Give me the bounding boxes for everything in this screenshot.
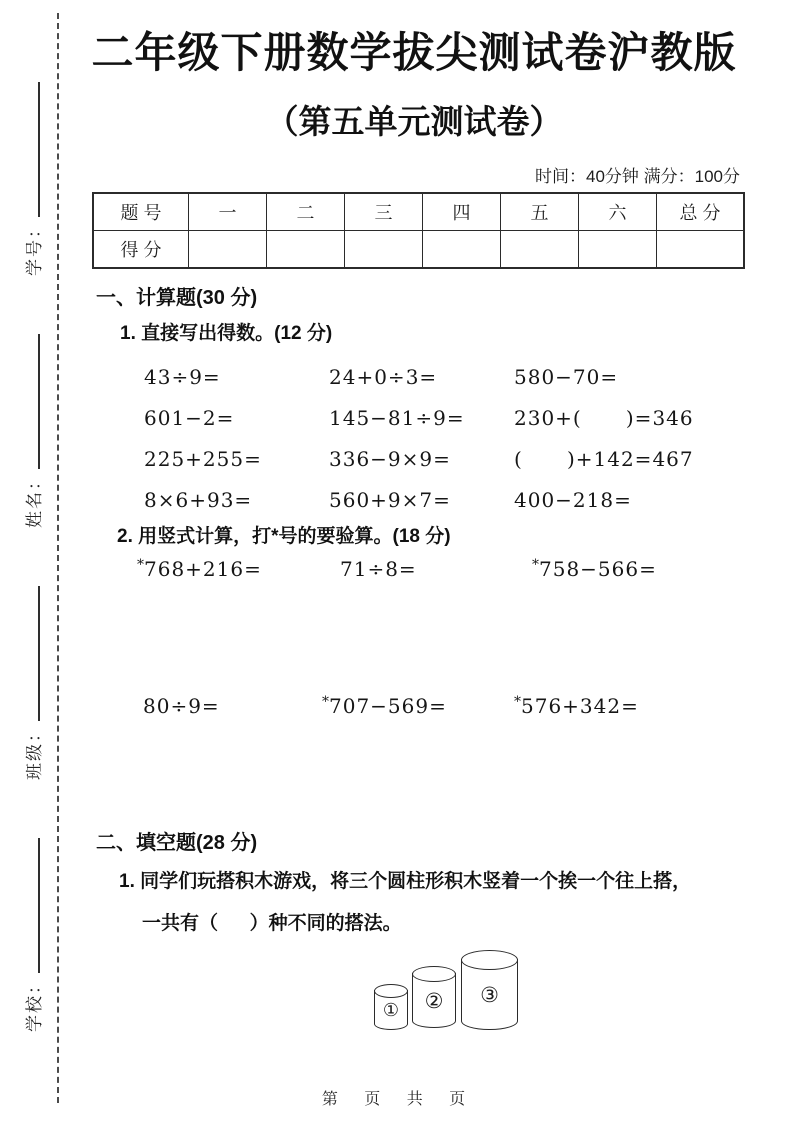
score-cell — [189, 231, 267, 269]
cylinder-figure-3 — [461, 950, 518, 1030]
score-cell — [579, 231, 657, 269]
score-table-score-row — [93, 231, 744, 269]
score-table-header-row — [93, 193, 744, 231]
math-problem: 8×6+93= — [144, 487, 253, 512]
math-problem: 400−218= — [514, 487, 632, 512]
name-field — [20, 334, 45, 528]
cylinder-2-label: ② — [424, 988, 444, 1013]
cylinder-top-ellipse — [461, 950, 518, 970]
q1-prompt: 1. 直接写出得数。(12 分) — [120, 323, 333, 344]
seal-dashed-line — [57, 13, 59, 1103]
name-blank-line — [24, 334, 40, 469]
page-footer: 第 页 共 页 — [321, 1091, 472, 1108]
score-table-col-total: 总 分 — [657, 193, 745, 231]
math-problem: *707−569= — [322, 694, 447, 718]
score-table-corner: 题 号 — [93, 193, 189, 231]
vertical-calc-row-2 — [143, 694, 743, 718]
score-cell — [345, 231, 423, 269]
paper-subtitle: （第五单元测试卷） — [265, 103, 563, 140]
math-problem: 71÷8= — [340, 557, 417, 581]
math-problem: 560+9×7= — [329, 487, 451, 512]
score-table-col-3: 三 — [345, 193, 423, 231]
check-star: * — [322, 694, 329, 710]
class-label: 班级： — [24, 723, 44, 780]
math-problem: 601−2= — [144, 405, 235, 430]
check-star: * — [137, 557, 144, 573]
check-star: * — [532, 557, 539, 573]
class-field — [20, 586, 45, 780]
mental-math-grid — [144, 356, 729, 520]
math-problem: 580−70= — [514, 364, 619, 389]
math-problem: 230+( )=346 — [514, 405, 694, 430]
score-table-col-6: 六 — [579, 193, 657, 231]
math-problem: 336−9×9= — [329, 446, 451, 471]
fill-blank-q1-line2: 一共有（ ）种不同的搭法。 — [142, 913, 402, 934]
check-star: * — [514, 694, 521, 710]
student-info-strip — [15, 82, 49, 1032]
school-field — [20, 838, 45, 1032]
score-table-col-1: 一 — [189, 193, 267, 231]
score-cell — [267, 231, 345, 269]
name-label: 姓名： — [24, 471, 44, 528]
score-cell — [423, 231, 501, 269]
time-score-meta: 时间：40分钟 满分：100分 — [535, 167, 740, 186]
score-cell — [501, 231, 579, 269]
score-table — [92, 192, 745, 269]
section-2-heading: 二、填空题(28 分) — [96, 832, 258, 854]
score-table-col-4: 四 — [423, 193, 501, 231]
school-blank-line — [24, 838, 40, 973]
cylinder-figure-2 — [412, 966, 456, 1028]
score-cell-total — [657, 231, 745, 269]
math-problem: *758−566= — [532, 557, 657, 581]
vertical-calc-row-1 — [137, 557, 737, 581]
school-label: 学校： — [24, 975, 44, 1032]
score-table-col-5: 五 — [501, 193, 579, 231]
section-1-heading: 一、计算题(30 分) — [96, 287, 258, 309]
score-table-col-2: 二 — [267, 193, 345, 231]
math-problem: 80÷9= — [143, 694, 220, 718]
math-problem: ( )+142=467 — [514, 446, 694, 471]
math-problem: *768+216= — [137, 557, 262, 581]
student-id-label: 学号： — [24, 219, 44, 276]
cylinder-top-ellipse — [412, 966, 456, 982]
math-problem: 24+0÷3= — [329, 364, 438, 389]
q2-prompt: 2. 用竖式计算，打*号的要验算。(18 分) — [117, 526, 451, 547]
student-id-blank-line — [24, 82, 40, 217]
cylinder-figure-1 — [374, 984, 408, 1030]
math-problem: 145−81÷9= — [329, 405, 465, 430]
cylinder-3-label: ③ — [480, 982, 499, 1007]
paper-title: 二年级下册数学拔尖测试卷沪教版 — [91, 29, 737, 76]
student-id-field — [20, 82, 45, 276]
score-row-label: 得 分 — [93, 231, 189, 269]
math-problem: 43÷9= — [144, 364, 221, 389]
fill-blank-q1-line1: 1. 同学们玩搭积木游戏，将三个圆柱形积木竖着一个挨一个往上搭， — [119, 871, 692, 892]
class-blank-line — [24, 586, 40, 721]
math-problem: 225+255= — [144, 446, 262, 471]
cylinder-1-label: ① — [382, 999, 400, 1021]
cylinder-top-ellipse — [374, 984, 408, 998]
math-problem: *576+342= — [514, 694, 639, 718]
